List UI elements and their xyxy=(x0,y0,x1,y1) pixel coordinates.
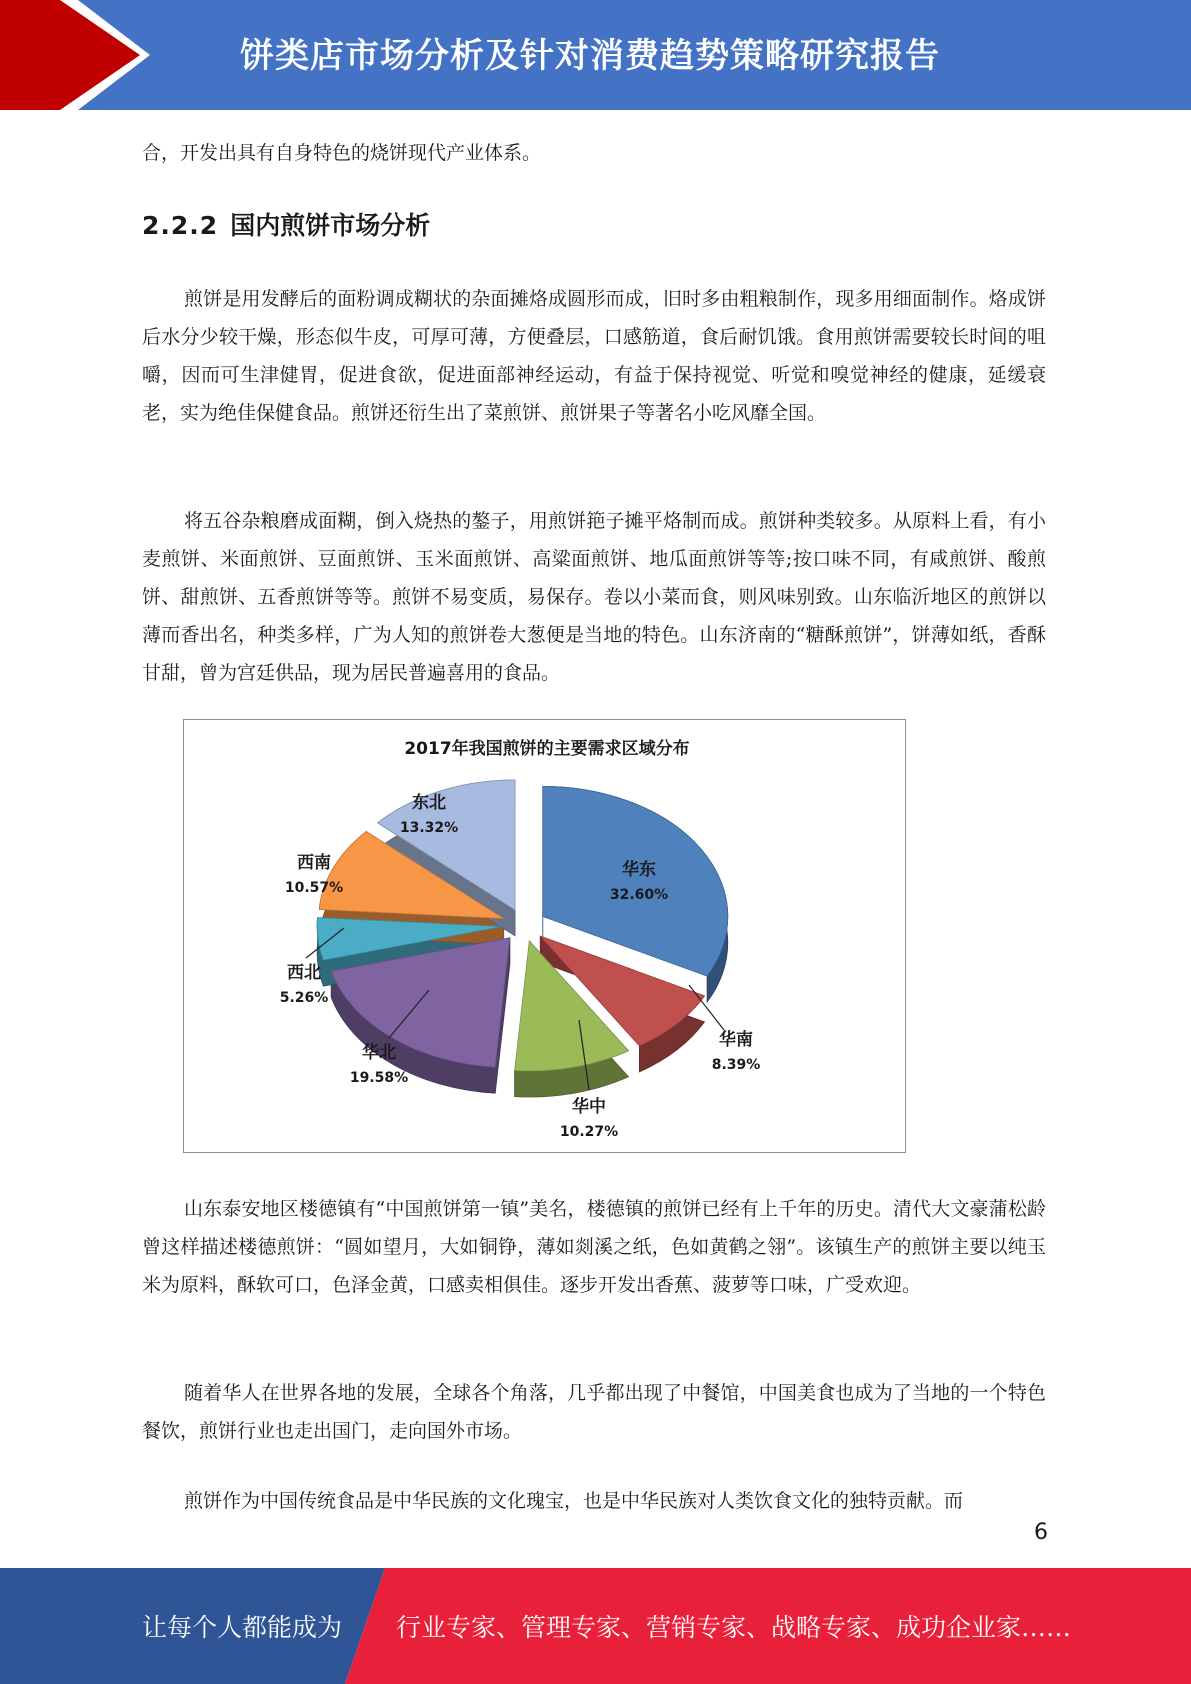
pie-label-6: 东北 xyxy=(412,793,446,813)
header-title: 饼类店市场分析及针对消费趋势策略研究报告 xyxy=(240,36,940,76)
pie-top-layer xyxy=(317,780,728,1071)
paragraph-2: 将五谷杂粮磨成面糊，倒入烧热的鏊子，用煎饼筢子摊平烙制而成。煎饼种类较多。从原料上看，有小麦煎饼、米面煎饼、豆面煎饼、玉米面煎饼、高粱面煎饼、地瓜面煎饼等等;按口味不同，有咸煎饼、酸煎饼、甜煎饼、五香煎饼等等。煎饼不易变质，易保存。卷以小菜而食，则风味别致。山东临沂地区的煎饼以薄而香出名，种类多样，广为人知的煎饼卷大葱便是当地的特色。山东济南的“糖酥煎饼”，饼薄如纸，香酥甘甜，曾为宫廷供品，现为居民普遍喜用的食品。 xyxy=(142,510,1046,684)
paragraph-3: 山东泰安地区楼德镇有“中国煎饼第一镇”美名，楼德镇的煎饼已经有上千年的历史。清代大文豪蒲松龄曾这样描述楼德煎饼：“圆如望月，大如铜铮，薄如剡溪之纸，色如黄鹤之翎”。该镇生产的煎饼主要以纯玉米为原料，酥软可口，色泽金黄，口感卖相俱佳。逐步开发出香蕉、菠萝等口味，广受欢迎。 xyxy=(142,1198,1046,1296)
section-heading xyxy=(142,206,430,242)
page-header xyxy=(0,0,1191,110)
header-chevron-red xyxy=(0,0,145,110)
footer-slogan-right: 行业专家、管理专家、营销专家、战略专家、成功企业家…… xyxy=(396,1613,1072,1642)
pie-value-0: 32.60% xyxy=(609,887,669,903)
pie-chart xyxy=(184,720,905,1152)
pie-label-3: 华北 xyxy=(362,1043,396,1063)
pie-label-0: 华东 xyxy=(622,860,656,880)
section-number: 2.2.2 xyxy=(142,211,219,240)
pie-value-4: 5.26% xyxy=(279,990,329,1006)
pie-label-5: 西南 xyxy=(297,853,331,873)
pie-label-4: 西北 xyxy=(287,963,321,983)
intro-paragraph: 合，开发出具有自身特色的烧饼现代产业体系。 xyxy=(142,142,542,164)
section-title: 国内煎饼市场分析 xyxy=(230,211,431,240)
paragraph-5: 煎饼作为中国传统食品是中华民族的文化瑰宝，也是中华民族对人类饮食文化的独特贡献。而 xyxy=(184,1490,964,1512)
pie-value-2: 10.27% xyxy=(559,1124,619,1140)
page-number: 6 xyxy=(1034,1520,1048,1545)
pie-value-5: 10.57% xyxy=(284,880,344,896)
pie-label-1: 华南 xyxy=(719,1030,753,1050)
paragraph-1: 煎饼是用发酵后的面粉调成糊状的杂面摊烙成圆形而成，旧时多由粗粮制作，现多用细面制作。烙成饼后水分少较干燥，形态似牛皮，可厚可薄，方便叠层，口感筋道，食后耐饥饿。食用煎饼需要较长时间的咀嚼，因而可生津健胃，促进食欲，促进面部神经运动，有益于保持视觉、听觉和嗅觉神经的健康，延缓衰老，实为绝佳保健食品。煎饼还衍生出了菜煎饼、煎饼果子等著名小吃风靡全国。 xyxy=(142,288,1046,424)
footer-slogan-left: 让每个人都能成为 xyxy=(142,1613,343,1642)
chart-title: 2017年我国煎饼的主要需求区域分布 xyxy=(404,739,690,759)
pie-value-6: 13.32% xyxy=(399,820,459,836)
pie-value-1: 8.39% xyxy=(711,1057,761,1073)
pie-label-2: 华中 xyxy=(572,1097,606,1117)
paragraph-4: 随着华人在世界各地的发展，全球各个角落，几乎都出现了中餐馆，中国美食也成为了当地的一个特色餐饮，煎饼行业也走出国门，走向国外市场。 xyxy=(142,1382,1046,1442)
page-footer xyxy=(0,1568,1191,1684)
pie-chart-figure xyxy=(183,719,906,1153)
pie-value-3: 19.58% xyxy=(349,1070,409,1086)
